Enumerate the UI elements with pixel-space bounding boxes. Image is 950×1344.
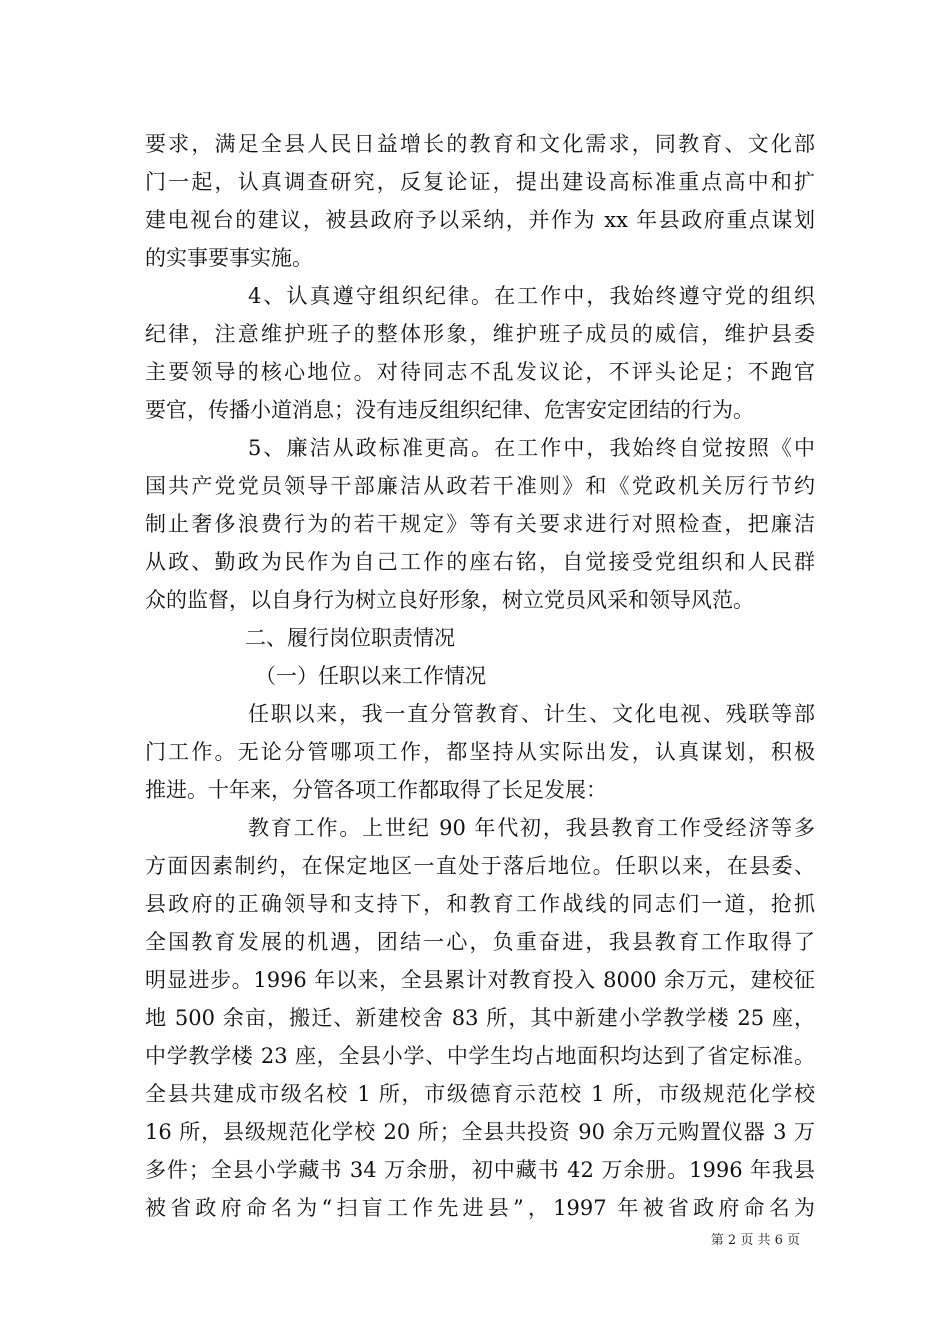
text-line: 要求，满足全县人民日益增长的教育和文化需求，同教育、文化部 xyxy=(145,132,815,156)
text-line: 方面因素制约，在保定地区一直处于落后地位。任职以来，在县委、 xyxy=(145,854,815,878)
text-line: 被省政府命名为“扫盲工作先进县”，1997 年被省政府命名为 xyxy=(145,1196,815,1220)
text-line: 推进。十年来，分管各项工作都取得了长足发展： xyxy=(145,778,607,802)
text-line: 国共产党党员领导干部廉洁从政若干准则》和《党政机关厉行节约 xyxy=(145,474,815,498)
text-line: 的实事要事实施。 xyxy=(145,246,313,270)
text-line: 县政府的正确领导和支持下，和教育工作战线的同志们一道，抢抓 xyxy=(145,892,815,916)
text-line: 门一起，认真调查研究，反复论证，提出建设高标准重点高中和扩 xyxy=(145,170,815,194)
section-heading: 二、履行岗位职责情况 xyxy=(245,626,455,650)
page-number-footer: 第 2 页 共 6 页 xyxy=(710,1233,800,1248)
text-line: 教育工作。上世纪 90 年代初，我县教育工作受经济等多 xyxy=(248,816,815,840)
text-line: 主要领导的核心地位。对待同志不乱发议论，不评头论足；不跑官 xyxy=(145,360,815,384)
text-line: 制止奢侈浪费行为的若干规定》等有关要求进行对照检查，把廉洁 xyxy=(145,512,815,536)
text-line: 多件；全县小学藏书 34 万余册，初中藏书 42 万余册。1996 年我县 xyxy=(145,1158,815,1182)
text-line: 4、认真遵守组织纪律。在工作中，我始终遵守党的组织 xyxy=(248,284,815,308)
body-text xyxy=(145,125,815,1227)
subsection-heading: （一）任职以来工作情况 xyxy=(255,664,486,688)
text-line: 要官，传播小道消息；没有违反组织纪律、危害安定团结的行为。 xyxy=(145,398,754,422)
text-line: 建电视台的建议，被县政府予以采纳，并作为 xx 年县政府重点谋划 xyxy=(145,208,815,232)
text-line: 16 所，县级规范化学校 20 所；全县共投资 90 余万元购置仪器 3 万 xyxy=(145,1120,815,1144)
text-line: 众的监督，以自身行为树立良好形象，树立党员风采和领导风范。 xyxy=(145,588,754,612)
text-line: 门工作。无论分管哪项工作，都坚持从实际出发，认真谋划，积极 xyxy=(145,740,815,764)
text-line: 全县共建成市级名校 1 所，市级德育示范校 1 所，市级规范化学校 xyxy=(145,1082,815,1106)
text-line: 纪律，注意维护班子的整体形象，维护班子成员的威信，维护县委 xyxy=(145,322,815,346)
text-line: 全国教育发展的机遇，团结一心，负重奋进，我县教育工作取得了 xyxy=(145,930,815,954)
text-line: 从政、勤政为民作为自己工作的座右铭，自觉接受党组织和人民群 xyxy=(145,550,815,574)
text-line: 任职以来，我一直分管教育、计生、文化电视、残联等部 xyxy=(248,702,815,726)
text-line: 明显进步。1996 年以来，全县累计对教育投入 8000 余万元，建校征 xyxy=(145,968,815,992)
text-line: 5、廉洁从政标准更高。在工作中，我始终自觉按照《中 xyxy=(248,436,815,460)
text-line: 中学教学楼 23 座，全县小学、中学生均占地面积均达到了省定标准。 xyxy=(145,1044,815,1068)
text-line: 地 500 余亩，搬迁、新建校舍 83 所，其中新建小学教学楼 25 座， xyxy=(145,1006,815,1030)
